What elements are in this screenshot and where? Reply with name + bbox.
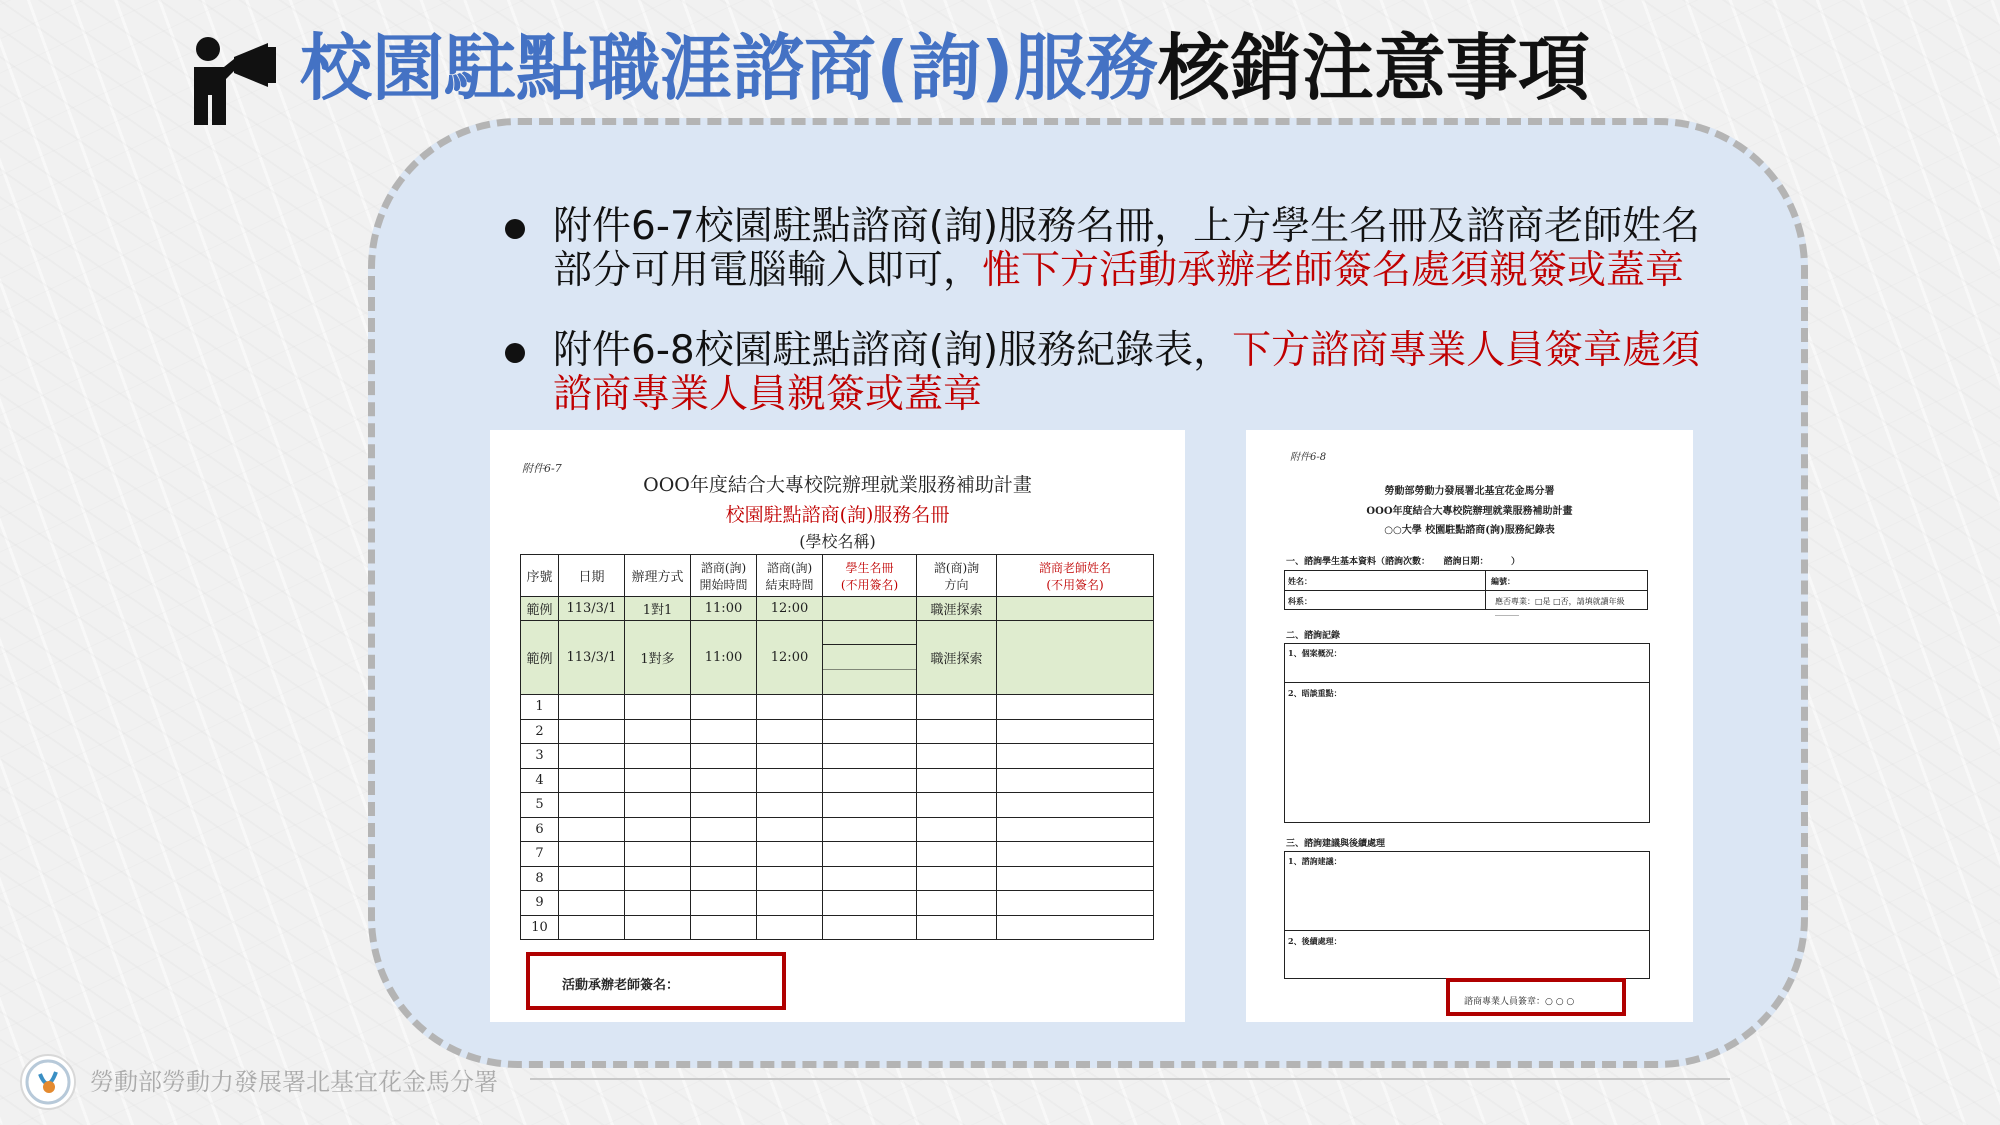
basic-info-box xyxy=(1284,570,1648,616)
table-cell xyxy=(757,719,823,744)
table-cell xyxy=(823,817,917,842)
table-cell: 6 xyxy=(521,817,559,842)
table-cell xyxy=(757,768,823,793)
table-cell xyxy=(559,744,625,769)
table-cell xyxy=(917,744,997,769)
table-cell xyxy=(997,695,1154,720)
table-cell xyxy=(757,891,823,916)
table-cell xyxy=(997,597,1154,621)
intent-label: 應否專業：□是 □否，請填就讀年級______ xyxy=(1495,597,1625,616)
page-title-black: 核銷注意事項 xyxy=(1157,26,1590,110)
table-cell xyxy=(559,866,625,891)
dept-label: 科系： xyxy=(1288,596,1312,606)
table-cell: 範例 xyxy=(521,597,559,621)
table-row xyxy=(521,793,1154,818)
doc-school-name: (學校名稱) xyxy=(799,532,876,551)
name-label: 姓名： xyxy=(1288,576,1312,586)
table-cell xyxy=(691,793,757,818)
table-cell xyxy=(559,768,625,793)
table-row xyxy=(521,695,1154,720)
table-cell xyxy=(917,695,997,720)
header-cell: 諮(商)詢 方向 xyxy=(917,555,997,597)
table-cell xyxy=(559,891,625,916)
table-row xyxy=(521,842,1154,867)
table-cell xyxy=(691,719,757,744)
header-cell: 諮商老師姓名 (不用簽名) xyxy=(997,555,1154,597)
table-cell: 5 xyxy=(521,793,559,818)
signature-label: 活動承辦老師簽名： xyxy=(562,978,680,993)
attachment-label: 附件6-7 xyxy=(522,462,562,475)
table-cell xyxy=(823,866,917,891)
table-cell xyxy=(997,621,1154,695)
table-cell xyxy=(625,915,691,940)
table-cell: 11:00 xyxy=(691,621,757,695)
table-cell xyxy=(625,891,691,916)
bullet-text: 附件6-7校園駐點諮商(詢)服務名冊，上方學生名冊及諮商老師姓名部分可用電腦輸入即可， xyxy=(553,204,1701,293)
table-cell xyxy=(625,866,691,891)
table-cell xyxy=(691,866,757,891)
bullet-text: 附件6-8校園駐點諮商(詢)服務紀錄表， xyxy=(553,328,1233,373)
table-cell xyxy=(997,744,1154,769)
table-cell xyxy=(823,915,917,940)
counselor-signature-box xyxy=(1446,978,1626,1016)
table-row xyxy=(521,621,1154,695)
table-cell xyxy=(757,842,823,867)
roster-rows xyxy=(520,694,1154,940)
table-cell xyxy=(559,695,625,720)
table-cell xyxy=(757,817,823,842)
table-cell xyxy=(625,793,691,818)
table-cell: 7 xyxy=(521,842,559,867)
agency-logo-icon xyxy=(20,1054,76,1110)
table-cell xyxy=(559,842,625,867)
table-row xyxy=(521,744,1154,769)
table-cell: 11:00 xyxy=(691,597,757,621)
table-cell xyxy=(823,744,917,769)
table-cell: 113/3/1 xyxy=(559,597,625,621)
table-cell xyxy=(917,768,997,793)
table-cell xyxy=(757,915,823,940)
table-row xyxy=(521,915,1154,940)
table-cell xyxy=(823,891,917,916)
table-cell: 8 xyxy=(521,866,559,891)
table-cell: 10 xyxy=(521,915,559,940)
table-cell: 9 xyxy=(521,891,559,916)
bullet-dot-icon xyxy=(505,343,525,363)
table-cell xyxy=(823,768,917,793)
table-cell xyxy=(691,842,757,867)
table-cell xyxy=(757,866,823,891)
megaphone-person-icon xyxy=(190,27,290,127)
title-icon-wrap xyxy=(190,22,290,132)
header-cell: 日期 xyxy=(559,555,625,597)
record-box xyxy=(1284,643,1650,823)
table-cell: 4 xyxy=(521,768,559,793)
table-cell: 113/3/1 xyxy=(559,621,625,695)
table-cell xyxy=(559,719,625,744)
table-cell xyxy=(823,621,917,695)
table-cell xyxy=(559,817,625,842)
table-cell: 1對1 xyxy=(625,597,691,621)
table-cell: 12:00 xyxy=(757,597,823,621)
table-cell xyxy=(691,768,757,793)
advice-label: 1、諮詢建議： xyxy=(1288,856,1342,866)
table-cell xyxy=(691,744,757,769)
teacher-signature-box xyxy=(526,952,786,1010)
table-cell xyxy=(917,793,997,818)
table-cell xyxy=(997,915,1154,940)
bullet-item xyxy=(505,205,1705,293)
table-cell xyxy=(625,719,691,744)
table-row xyxy=(521,768,1154,793)
table-cell xyxy=(625,768,691,793)
table-cell xyxy=(823,842,917,867)
table-cell xyxy=(691,817,757,842)
table-cell xyxy=(997,866,1154,891)
table-cell xyxy=(691,695,757,720)
case-label: 1、個案概況： xyxy=(1288,648,1342,658)
table-cell xyxy=(625,695,691,720)
bullet-item xyxy=(505,329,1705,417)
attachment-6-8-image xyxy=(1246,430,1693,1022)
doc-agency: 勞動部勞動力發展署北基宜花金馬分署 xyxy=(1384,486,1555,497)
table-cell xyxy=(691,891,757,916)
focus-label: 2、晤談重點： xyxy=(1288,688,1342,698)
table-cell xyxy=(559,793,625,818)
header-cell: 辦理方式 xyxy=(625,555,691,597)
table-cell xyxy=(917,719,997,744)
table-cell: 12:00 xyxy=(757,621,823,695)
table-cell: 1 xyxy=(521,695,559,720)
section-title: 二、諮詢記錄 xyxy=(1286,631,1341,641)
doc-title: OOO年度結合大專校院辦理就業服務補助計畫 xyxy=(1366,506,1573,517)
id-label: 編號： xyxy=(1491,576,1515,586)
page-title-blue: 校園駐點職涯諮商(詢)服務 xyxy=(300,26,1158,110)
table-cell xyxy=(691,915,757,940)
footer-agency: 勞動部勞動力發展署北基宜花金馬分署 xyxy=(90,1068,498,1096)
doc-subtitle: 校園駐點諮商(詢)服務名冊 xyxy=(725,504,950,526)
table-cell xyxy=(757,744,823,769)
table-cell: 職涯探索 xyxy=(917,621,997,695)
table-cell: 範例 xyxy=(521,621,559,695)
table-cell xyxy=(917,817,997,842)
table-cell xyxy=(823,793,917,818)
table-row xyxy=(521,597,1154,621)
attachment-6-7-image xyxy=(490,430,1185,1022)
header-cell: 序號 xyxy=(521,555,559,597)
table-cell xyxy=(997,842,1154,867)
table-cell xyxy=(997,793,1154,818)
table-cell xyxy=(823,597,917,621)
table-cell xyxy=(757,793,823,818)
table-header-row xyxy=(521,555,1154,597)
table-cell xyxy=(625,842,691,867)
signature-label: 諮商專業人員簽章：○ ○ ○ xyxy=(1464,997,1575,1007)
table-cell xyxy=(997,768,1154,793)
table-cell xyxy=(917,915,997,940)
advice-box xyxy=(1284,851,1650,979)
table-row xyxy=(521,719,1154,744)
roster-table xyxy=(520,554,1154,695)
table-cell: 1對多 xyxy=(625,621,691,695)
header-cell: 諮商(詢) 結束時間 xyxy=(757,555,823,597)
table-row xyxy=(521,866,1154,891)
section-title: 一、諮詢學生基本資料（諮詢次數： 諮詢日期： ） xyxy=(1286,557,1521,567)
table-cell: 2 xyxy=(521,719,559,744)
table-cell: 職涯探索 xyxy=(917,597,997,621)
table-cell xyxy=(625,744,691,769)
table-cell xyxy=(559,915,625,940)
table-cell xyxy=(757,695,823,720)
table-row xyxy=(521,817,1154,842)
bullet-dot-icon xyxy=(505,219,525,239)
bullet-highlight: 惟下方活動承辦老師簽名處須親簽或蓋章 xyxy=(982,248,1685,293)
attachment-label: 附件6-8 xyxy=(1290,452,1327,463)
table-cell xyxy=(823,719,917,744)
table-cell xyxy=(917,842,997,867)
bullet-highlight: 下方諮商專業人員簽章處須諮商專業人員親簽或蓋章 xyxy=(553,328,1701,417)
table-cell xyxy=(823,695,917,720)
table-cell xyxy=(625,817,691,842)
page-title xyxy=(300,18,1590,118)
doc-subtitle: ○○大學 校園駐點諮商(詢)服務紀錄表 xyxy=(1384,525,1555,536)
table-row xyxy=(521,891,1154,916)
table-cell xyxy=(997,817,1154,842)
bullet-list xyxy=(505,205,1705,453)
doc-title: OOO年度結合大專校院辦理就業服務補助計畫 xyxy=(643,474,1032,496)
table-cell xyxy=(997,719,1154,744)
table-cell xyxy=(917,891,997,916)
table-cell xyxy=(997,891,1154,916)
section-title: 三、諮詢建議與後續處理 xyxy=(1286,839,1386,849)
follow-label: 2、後續處理： xyxy=(1288,936,1342,946)
header-cell: 諮商(詢) 開始時間 xyxy=(691,555,757,597)
table-cell: 3 xyxy=(521,744,559,769)
table-cell xyxy=(917,866,997,891)
footer-divider xyxy=(530,1078,1730,1080)
header-cell: 學生名冊 (不用簽名) xyxy=(823,555,917,597)
